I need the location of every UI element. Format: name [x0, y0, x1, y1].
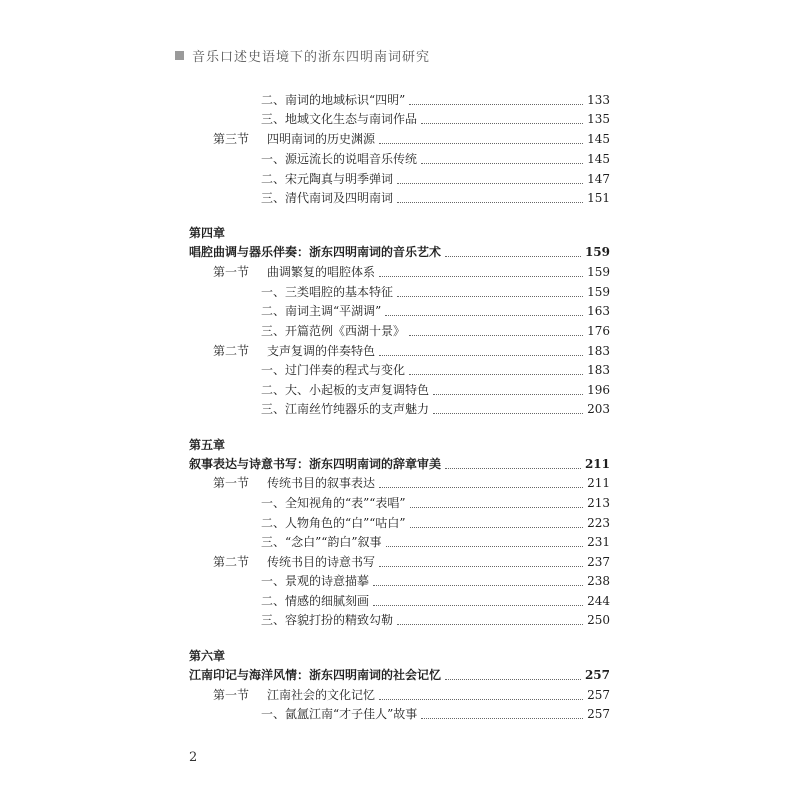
subsection-entry[interactable]	[261, 171, 610, 187]
entry-page-number: 183	[587, 363, 610, 377]
entry-page-number: 159	[587, 285, 610, 299]
entry-title: 一、全知视角的“表”“表唱”	[261, 496, 406, 510]
entry-title: 三、清代南词及四明南词	[261, 191, 394, 205]
entry-title: 三、开篇范例《西湖十景》	[261, 324, 406, 338]
entry-title: 支声复调的伴奏特色	[267, 344, 376, 358]
dot-leader	[379, 275, 583, 277]
subsection-entry[interactable]	[261, 151, 610, 167]
entry-title: 二、人物角色的“白”“咕白”	[261, 516, 406, 530]
entry-page-number: 159	[584, 245, 610, 259]
dot-leader	[409, 103, 583, 105]
entry-title: 唱腔曲调与器乐伴奏：浙东四明南词的音乐艺术	[189, 245, 442, 259]
section-entry[interactable]	[213, 264, 610, 280]
subsection-entry[interactable]	[261, 303, 610, 319]
dot-leader	[379, 354, 583, 356]
dot-leader	[373, 604, 583, 606]
subsection-entry[interactable]	[261, 593, 610, 609]
entry-title: 传统书目的诗意书写	[267, 555, 376, 569]
section-entry[interactable]	[213, 554, 610, 570]
chapter-heading: 第六章	[189, 649, 226, 663]
entry-title: 二、南词主调“平湖调”	[261, 304, 382, 318]
subsection-entry[interactable]	[261, 495, 610, 511]
entry-page-number: 163	[587, 304, 610, 318]
entry-title: 三、“念白”“韵白”叙事	[261, 535, 382, 549]
dot-leader	[445, 678, 581, 680]
section-label: 第一节	[213, 688, 250, 702]
entry-page-number: 213	[587, 496, 610, 510]
dot-leader	[397, 201, 583, 203]
section-entry[interactable]	[213, 475, 610, 491]
dot-leader	[445, 467, 581, 469]
dot-leader	[379, 565, 583, 567]
entry-page-number: 223	[587, 516, 610, 530]
entry-title: 一、三类唱腔的基本特征	[261, 285, 394, 299]
dot-leader	[373, 584, 583, 586]
entry-title: 一、源远流长的说唱音乐传统	[261, 152, 418, 166]
dot-leader	[397, 182, 583, 184]
entry-page-number: 203	[587, 402, 610, 416]
entry-page-number: 145	[587, 132, 610, 146]
entry-page-number: 159	[587, 265, 610, 279]
entry-title: 一、氤氲江南“才子佳人”故事	[261, 707, 418, 721]
subsection-entry[interactable]	[261, 190, 610, 206]
entry-title: 二、情感的细腻刻画	[261, 594, 370, 608]
entry-page-number: 257	[587, 688, 610, 702]
chapter-title-entry[interactable]	[189, 667, 610, 683]
entry-page-number: 196	[587, 383, 610, 397]
entry-title: 三、容貌打扮的精致勾勒	[261, 613, 394, 627]
subsection-entry[interactable]	[261, 534, 610, 550]
dot-leader	[385, 314, 583, 316]
entry-page-number: 211	[584, 457, 610, 471]
subsection-entry[interactable]	[261, 382, 610, 398]
section-entry[interactable]	[213, 343, 610, 359]
entry-title: 曲调繁复的唱腔体系	[267, 265, 376, 279]
dot-leader	[379, 698, 583, 700]
dot-leader	[397, 623, 583, 625]
subsection-entry[interactable]	[261, 284, 610, 300]
section-entry[interactable]	[213, 131, 610, 147]
running-head-title: 音乐口述史语境下的浙东四明南词研究	[192, 50, 431, 65]
entry-page-number: 183	[587, 344, 610, 358]
dot-leader	[421, 717, 583, 719]
subsection-entry[interactable]	[261, 362, 610, 378]
chapter-title-entry[interactable]	[189, 456, 610, 472]
chapter-heading: 第四章	[189, 226, 226, 240]
entry-title: 二、宋元陶真与明季弹词	[261, 172, 394, 186]
subsection-entry[interactable]	[261, 573, 610, 589]
subsection-entry[interactable]	[261, 323, 610, 339]
entry-page-number: 250	[587, 613, 610, 627]
dot-leader	[445, 255, 581, 257]
entry-title: 传统书目的叙事表达	[267, 476, 376, 490]
entry-page-number: 176	[587, 324, 610, 338]
entry-page-number: 238	[587, 574, 610, 588]
dot-leader	[409, 373, 583, 375]
subsection-entry[interactable]	[261, 111, 610, 127]
square-bullet-icon	[175, 51, 184, 60]
entry-page-number: 211	[587, 476, 610, 490]
entry-title: 二、南词的地域标识“四明”	[261, 93, 406, 107]
section-label: 第一节	[213, 265, 250, 279]
dot-leader	[433, 412, 583, 414]
entry-page-number: 133	[587, 93, 610, 107]
entry-title: 叙事表达与诗意书写：浙东四明南词的辞章审美	[189, 457, 442, 471]
entry-title: 三、江南丝竹纯器乐的支声魅力	[261, 402, 430, 416]
subsection-entry[interactable]	[261, 706, 610, 722]
entry-page-number: 145	[587, 152, 610, 166]
entry-page-number: 231	[587, 535, 610, 549]
dot-leader	[379, 142, 583, 144]
dot-leader	[433, 393, 583, 395]
entry-page-number: 244	[587, 594, 610, 608]
entry-title: 三、地域文化生态与南词作品	[261, 112, 418, 126]
section-label: 第二节	[213, 555, 250, 569]
running-head	[175, 46, 430, 65]
section-label: 第二节	[213, 344, 250, 358]
subsection-entry[interactable]	[261, 92, 610, 108]
dot-leader	[410, 526, 584, 528]
dot-leader	[386, 545, 584, 547]
entry-page-number: 257	[587, 707, 610, 721]
dot-leader	[410, 506, 584, 508]
subsection-entry[interactable]	[261, 515, 610, 531]
dot-leader	[379, 486, 583, 488]
entry-title: 二、大、小起板的支声复调特色	[261, 383, 430, 397]
entry-title: 江南社会的文化记忆	[267, 688, 376, 702]
section-label: 第三节	[213, 132, 250, 146]
subsection-entry[interactable]	[261, 612, 610, 628]
dot-leader	[397, 295, 583, 297]
entry-page-number: 135	[587, 112, 610, 126]
entry-title: 江南印记与海洋风情：浙东四明南词的社会记忆	[189, 668, 442, 682]
entry-title: 一、过门伴奏的程式与变化	[261, 363, 406, 377]
entry-page-number: 257	[584, 668, 610, 682]
chapter-heading: 第五章	[189, 438, 226, 452]
entry-title: 四明南词的历史渊源	[267, 132, 376, 146]
entry-page-number: 237	[587, 555, 610, 569]
entry-title: 一、景观的诗意描摹	[261, 574, 370, 588]
chapter-title-entry[interactable]	[189, 244, 610, 260]
entry-page-number: 151	[587, 191, 610, 205]
section-entry[interactable]	[213, 687, 610, 703]
subsection-entry[interactable]	[261, 401, 610, 417]
dot-leader	[421, 162, 583, 164]
section-label: 第一节	[213, 476, 250, 490]
page-number: 2	[189, 750, 198, 765]
dot-leader	[409, 334, 583, 336]
dot-leader	[421, 122, 583, 124]
entry-page-number: 147	[587, 172, 610, 186]
